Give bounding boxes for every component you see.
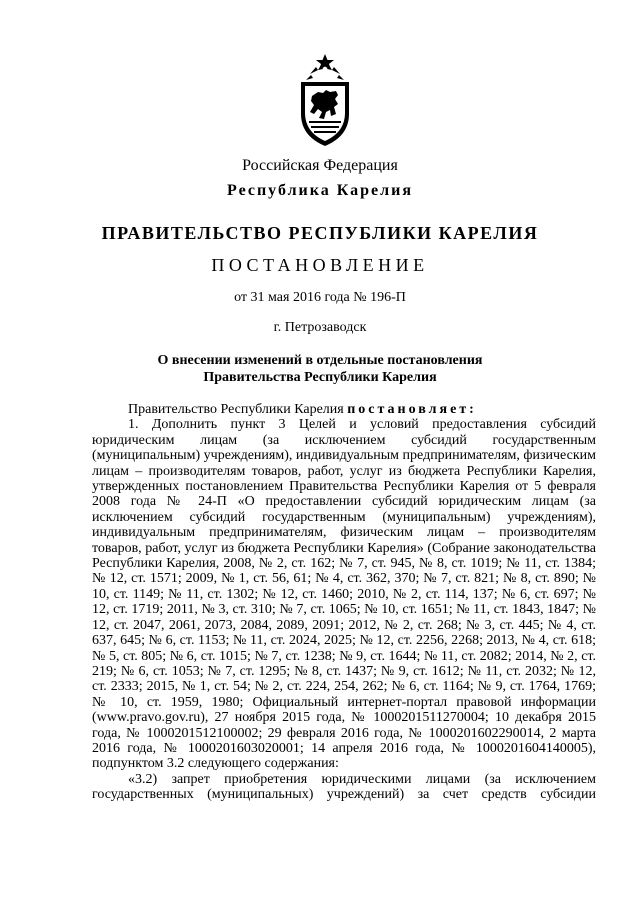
document-body — [92, 402, 596, 803]
republic-heading: Республика Карелия — [227, 182, 413, 199]
date-number-line: от 31 мая 2016 года № 196-П — [234, 290, 406, 305]
intro-text: Правительство Республики Карелия — [128, 402, 348, 417]
city-line: г. Петрозаводск — [273, 320, 367, 335]
karelia-coat-of-arms-emblem — [296, 52, 354, 148]
document-title-line-2: Правительства Республики Карелия — [203, 370, 437, 385]
document-type-heading: ПОСТАНОВЛЕНИЕ — [211, 255, 429, 275]
item-1-subparagraph: «3.2) запрет приобретения юридическими лицами (за исключением государственных (муниципальных) учреждений) за счет средств субсидии — [92, 771, 596, 803]
intro-verb: постановляет: — [347, 402, 477, 417]
document-title-line-1: О внесении изменений в отдельные постановления — [157, 353, 483, 368]
intro-paragraph — [92, 402, 596, 417]
government-heading: ПРАВИТЕЛЬСТВО РЕСПУБЛИКИ КАРЕЛИЯ — [101, 223, 539, 243]
federation-heading: Российская Федерация — [242, 157, 398, 174]
item-1-paragraph: 1. Дополнить пункт 3 Целей и условий предоставления субсидий юридическим лицам (за исключением субсидий государственным (муниципальным) учреждениям), индивидуальным предпринимателям, физическим лицам – производителям товаров, работ, услуг из бюджета Республики Карелия, утвержденных постановлением Правительства Республики Карелия от 5 февраля 2008 года № 24-П «О предоставлении субсидий юридическим лицам (за исключением субсидий государственным (муниципальным) учреждениям), индивидуальным предпринимателям, физическим лицам – производителям товаров, работ, услуг из бюджета Республики Карелия» (Собрание законодательства Республики Карелия, 2008, № 2, ст. 162; № 7, ст. 945, № 8, ст. 1019; № 11, ст. 1384; № 12, ст. 1571; 2009, № 1, ст. 56, 61; № 4, ст. 362, 370; № 7, ст. 821; № 8, ст. 890; № 10, ст. 1149; № 11, ст. 1302; № 12, ст. 1460; 2010, № 2, ст. 114, 137; № 6, ст. 697; № 12, ст. 1719; 2011, № 3, ст. 310; № 7, ст. 1065; № 10, ст. 1651; № 11, ст. 1843, 1847; № 12, ст. 2047, 2061, 2073, 2084, 2089, 2091; 2012, № 2, ст. 268; № 3, ст. 445; № 4, ст. 637, 645; № 6, ст. 1153; № 11, ст. 2024, 2025; № 12, ст. 2256, 2268; 2013, № 4, ст. 618; № 5, ст. 805; № 6, ст. 1015; № 7, ст. 1238; № 9, ст. 1644; № 11, ст. 2082; 2014, № 2, ст. 219; № 6, ст. 1053; № 7, ст. 1295; № 8, ст. 1437; № 9, ст. 1612; № 11, ст. 2032; № 12, ст. 2333; 2015, № 1, ст. 54; № 2, ст. 224, 254, 262; № 6, ст. 1164; № 9, ст. 1764, 1769; № 10, ст. 1959, 1980; Официальный интернет-портал правовой информации (www.pravo.gov.ru), 27 ноября 2015 года, № 1000201511270004; 10 декабря 2015 года, № 1000201512100002; 29 февраля 2016 года, № 1000201602290014, 2 марта 2016 года, № 1000201603020001; 14 апреля 2016 года, № 1000201604140005), подпунктом 3.2 следующего содержания: — [92, 417, 596, 772]
